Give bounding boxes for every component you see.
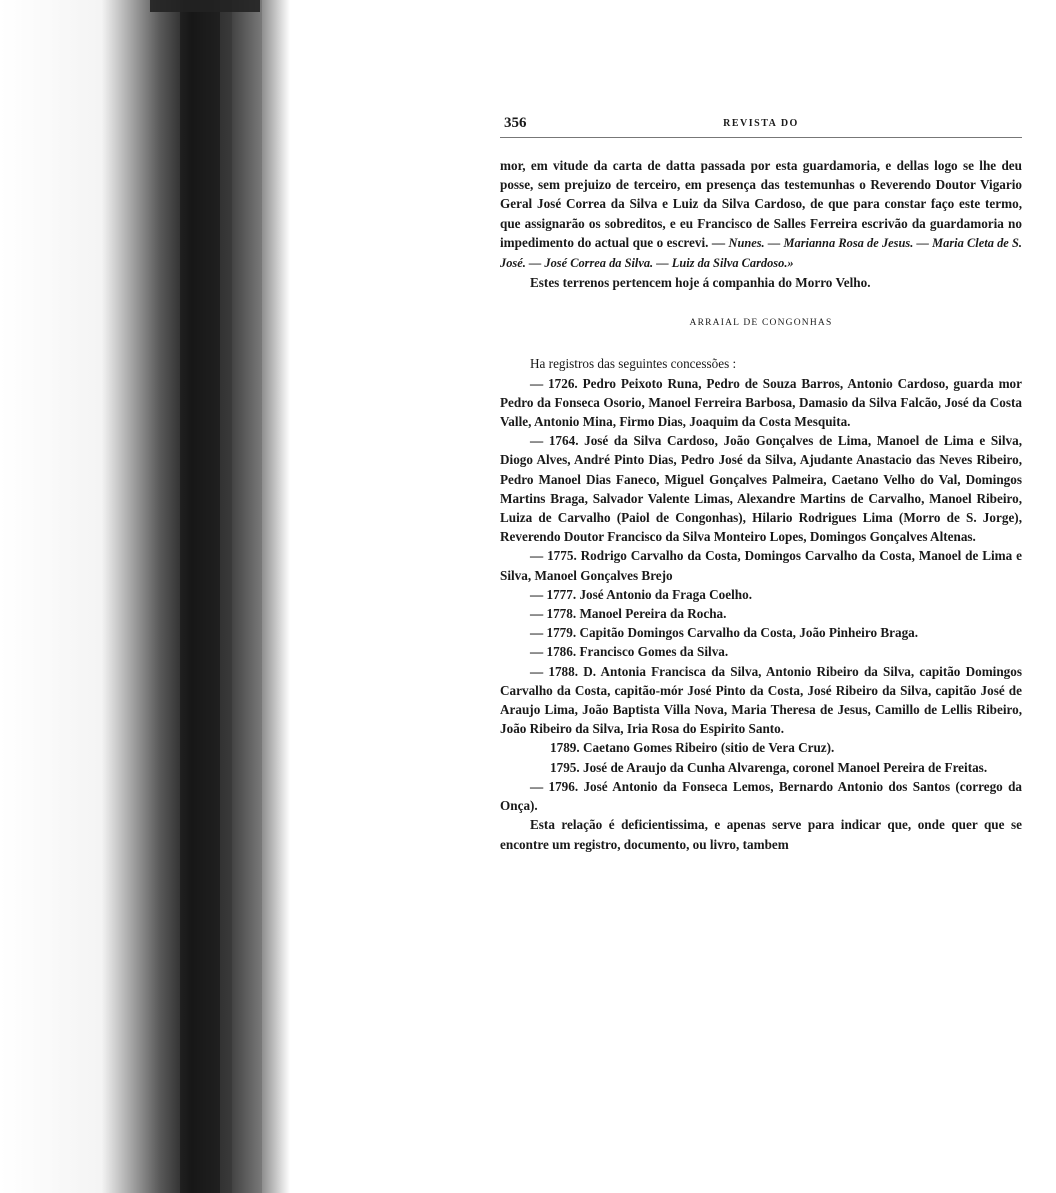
paragraph-opening	[500, 156, 1022, 273]
binding-shadow-graphic	[0, 0, 290, 1193]
entry-1764: — 1764. José da Silva Cardoso, João Gonçalves de Lima, Manoel de Lima e Silva, Diogo Alves, André Pinto Dias, Pedro José da Silva, Ajudante Anastacio das Neves Ribeiro, Pedro Manoel Dias Faneco, Miguel Gonçalves Palmeira, Caetano Velho do Val, Domingos Martins Braga, Salvador Valente Limas, Alexandre Martins de Carvalho, Manoel Ribeiro, Luiza de Carvalho (Paiol de Congonhas), Hilario Rodrigues Lima (Morro de S. Jorge), Reverendo Doutor Francisco da Silva Monteiro Lopes, Domingos Gonçalves Altenas.	[500, 433, 1022, 545]
entry-1786: — 1786. Francisco Gomes da Silva.	[530, 644, 729, 660]
book-page	[500, 115, 1022, 854]
book-binding-shadow	[0, 0, 290, 1193]
entry-1788: — 1788. D. Antonia Francisca da Silva, Antonio Ribeiro da Silva, capitão Domingos Carvalho da Costa, capitão-mór José Pinto da Costa, José Ribeiro da Silva, capitão José de Araujo Lima, João Baptista Villa Nova, Maria Theresa de Jesus, Camillo de Lellis Ribeiro, João Ribeiro da Silva, Iria Rosa do Espirito Santo.	[500, 663, 1022, 737]
section-title: ARRAIAL DE CONGONHAS	[689, 318, 833, 329]
opening-text: mor, em vitude da carta de datta passada por esta guardamoria, e dellas logo se lhe deu posse, sem prejuizo de terceiro, em presença das testemunhas o Reverendo Doutor Vigario Geral José Correa da Silva e Luiz da Silva Cardoso, de que para constar faço este termo, que assignarão os sobreditos, e eu Francisco de Salles Ferreira escrivão da guardamoria no impedimento do actual que o escrevi. —	[500, 158, 1022, 250]
entry-1779: — 1779. Capitão Domingos Carvalho da Costa, João Pinheiro Braga.	[530, 625, 919, 641]
entry-1778: — 1778. Manoel Pereira da Rocha.	[530, 606, 727, 622]
entry-1775: — 1775. Rodrigo Carvalho da Costa, Domingos Carvalho da Costa, Manoel de Lima e Silva, Manoel Gonçalves Brejo	[500, 548, 1022, 583]
journal-title: REVISTA DO	[723, 118, 799, 129]
intro-line: Ha registros das seguintes concessões :	[530, 356, 737, 372]
entry-1777: — 1777. José Antonio da Fraga Coelho.	[530, 586, 752, 602]
signatures-text: Nunes. — Marianna Rosa de Jesus. — Maria Cleta de S. José. — José Correa da Silva. — Luiz da Silva Cardoso.»	[500, 235, 1023, 271]
entry-1726: — 1726. Pedro Peixoto Runa, Pedro de Souza Barros, Antonio Cardoso, guarda mor Pedro da Fonseca Osorio, Manoel Ferreira Barbosa, Damasio da Silva Falcão, José da Costa Valle, Antonio Mina, Firmo Dias, Joaquim da Costa Mesquita.	[500, 375, 1022, 430]
page-number: 356	[504, 115, 527, 131]
entry-1789: 1789. Caetano Gomes Ribeiro (sitio de Vera Cruz).	[550, 740, 835, 756]
entry-1795: 1795. José de Araujo da Cunha Alvarenga, coronel Manoel Pereira de Freitas.	[550, 759, 988, 775]
running-head	[500, 115, 1022, 138]
closing-paragraph: Esta relação é deficientissima, e apenas serve para indicar que, onde quer que se encontre um registro, documento, ou livro, tambem	[500, 817, 1022, 852]
entry-1796: — 1796. José Antonio da Fonseca Lemos, Bernardo Antonio dos Santos (corrego da Onça).	[500, 778, 1022, 814]
paragraph-terrenos: Estes terrenos pertencem hoje á companhia do Morro Velho.	[530, 275, 871, 291]
